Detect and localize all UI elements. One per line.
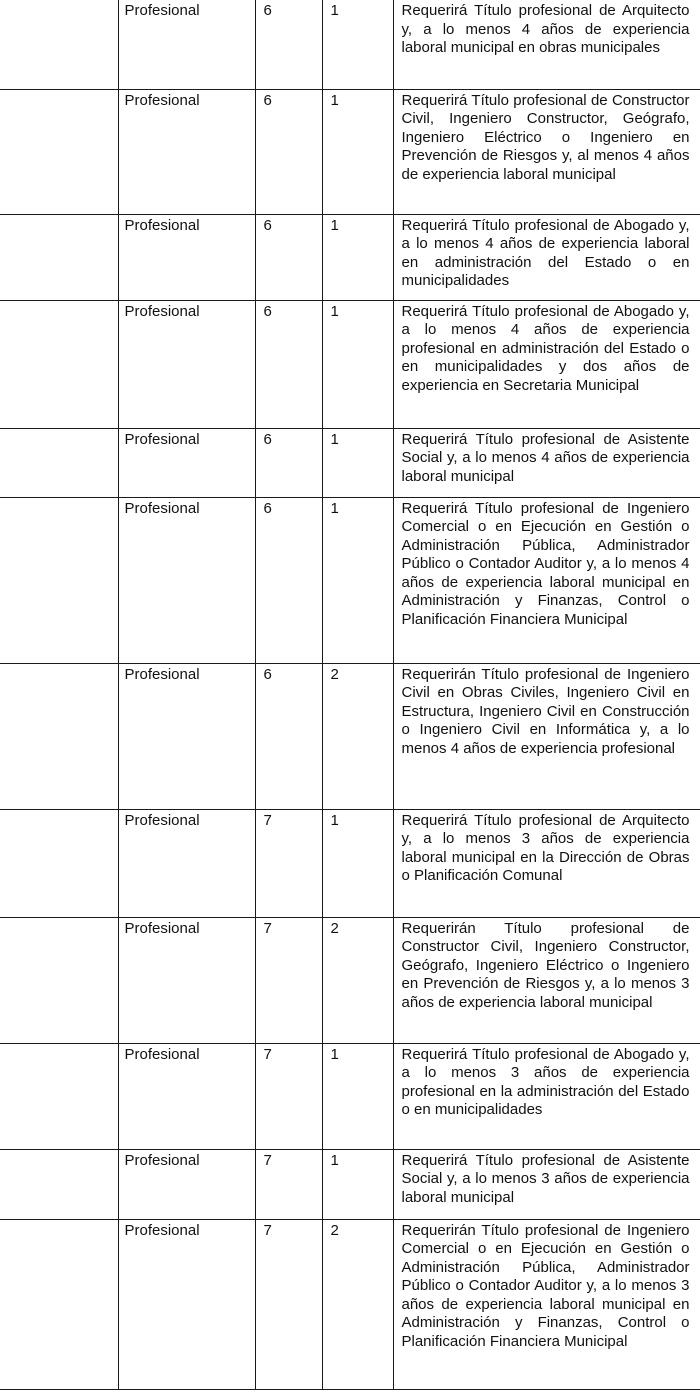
lead-cell <box>0 300 118 428</box>
requirement-cell: Requerirán Título profesional de Ingeniero Comercial o en Ejecución en Gestión o Administración Pública, Administrador Público o Contador Auditor y, a lo menos 3 años de experiencia laboral municipal en Administración y Finanzas, Control o Planificación Financiera Municipal <box>393 1219 700 1389</box>
lead-cell <box>0 663 118 809</box>
count-cell: 1 <box>322 89 393 214</box>
grade-cell: 7 <box>255 917 322 1043</box>
grade-cell: 6 <box>255 428 322 497</box>
requirement-cell: Requerirá Título profesional de Abogado y, a lo menos 4 años de experiencia laboral en administración del Estado o en municipalidades <box>393 214 700 300</box>
grade-cell: 6 <box>255 300 322 428</box>
category-cell: Profesional <box>118 0 255 89</box>
requirement-cell: Requerirá Título profesional de Ingeniero Comercial o en Ejecución en Gestión o Administración Pública, Administrador Público o Contador Auditor y, a lo menos 4 años de experiencia laboral municipal en Administración y Finanzas, Control o Planificación Financiera Municipal <box>393 497 700 663</box>
table-row <box>0 300 700 428</box>
category-cell: Profesional <box>118 300 255 428</box>
grade-cell: 7 <box>255 1219 322 1389</box>
count-cell: 1 <box>322 1149 393 1219</box>
table-row <box>0 89 700 214</box>
count-cell: 1 <box>322 300 393 428</box>
count-cell: 1 <box>322 1043 393 1149</box>
requirement-cell: Requerirá Título profesional de Abogado y, a lo menos 4 años de experiencia profesional en administración del Estado o en municipalidades y dos años de experiencia en Secretaria Municipal <box>393 300 700 428</box>
table-row <box>0 917 700 1043</box>
lead-cell <box>0 497 118 663</box>
requirement-cell: Requerirá Título profesional de Arquitecto y, a lo menos 3 años de experiencia laboral municipal en la Dirección de Obras o Planificación Comunal <box>393 809 700 917</box>
lead-cell <box>0 1219 118 1389</box>
grade-cell: 6 <box>255 0 322 89</box>
lead-cell <box>0 1149 118 1219</box>
category-cell: Profesional <box>118 809 255 917</box>
table-row <box>0 809 700 917</box>
category-cell: Profesional <box>118 1149 255 1219</box>
count-cell: 1 <box>322 497 393 663</box>
lead-cell <box>0 428 118 497</box>
count-cell: 1 <box>322 809 393 917</box>
requirement-cell: Requerirá Título profesional de Asistente Social y, a lo menos 4 años de experiencia laboral municipal <box>393 428 700 497</box>
grade-cell: 6 <box>255 663 322 809</box>
requirement-cell: Requerirán Título profesional de Constructor Civil, Ingeniero Constructor, Geógrafo, Ingeniero Eléctrico o Ingeniero en Prevención de Riesgos y, a lo menos 3 años de experiencia laboral municipal <box>393 917 700 1043</box>
category-cell: Profesional <box>118 917 255 1043</box>
requirement-cell: Requerirá Título profesional de Abogado y, a lo menos 3 años de experiencia profesional en la administración del Estado o en municipalidades <box>393 1043 700 1149</box>
category-cell: Profesional <box>118 428 255 497</box>
count-cell: 1 <box>322 214 393 300</box>
lead-cell <box>0 89 118 214</box>
count-cell: 1 <box>322 0 393 89</box>
category-cell: Profesional <box>118 1219 255 1389</box>
table-row <box>0 0 700 89</box>
category-cell: Profesional <box>118 89 255 214</box>
grade-cell: 7 <box>255 1149 322 1219</box>
grade-cell: 6 <box>255 497 322 663</box>
category-cell: Profesional <box>118 1043 255 1149</box>
table-row <box>0 497 700 663</box>
lead-cell <box>0 214 118 300</box>
count-cell: 1 <box>322 428 393 497</box>
table-row <box>0 1043 700 1149</box>
grade-cell: 6 <box>255 89 322 214</box>
requirement-cell: Requerirán Título profesional de Ingeniero Civil en Obras Civiles, Ingeniero Civil en Estructura, Ingeniero Civil en Construcción o Ingeniero Civil en Informática y, a lo menos 4 años de experiencia profesional <box>393 663 700 809</box>
requirement-cell: Requerirá Título profesional de Asistente Social y, a lo menos 3 años de experiencia laboral municipal <box>393 1149 700 1219</box>
table-row <box>0 1149 700 1219</box>
category-cell: Profesional <box>118 497 255 663</box>
table-row <box>0 663 700 809</box>
lead-cell <box>0 809 118 917</box>
table-row <box>0 1219 700 1389</box>
category-cell: Profesional <box>118 663 255 809</box>
grade-cell: 7 <box>255 809 322 917</box>
grade-cell: 7 <box>255 1043 322 1149</box>
grade-cell: 6 <box>255 214 322 300</box>
lead-cell <box>0 917 118 1043</box>
table-row <box>0 214 700 300</box>
count-cell: 2 <box>322 1219 393 1389</box>
count-cell: 2 <box>322 663 393 809</box>
requirement-cell: Requerirá Título profesional de Constructor Civil, Ingeniero Constructor, Geógrafo, Ingeniero Eléctrico o Ingeniero en Prevención de Riesgos y, al menos 4 años de experiencia laboral municipal <box>393 89 700 214</box>
table-row <box>0 428 700 497</box>
count-cell: 2 <box>322 917 393 1043</box>
category-cell: Profesional <box>118 214 255 300</box>
lead-cell <box>0 1043 118 1149</box>
lead-cell <box>0 0 118 89</box>
requirement-cell: Requerirá Título profesional de Arquitecto y, a lo menos 4 años de experiencia laboral municipal en obras municipales <box>393 0 700 89</box>
